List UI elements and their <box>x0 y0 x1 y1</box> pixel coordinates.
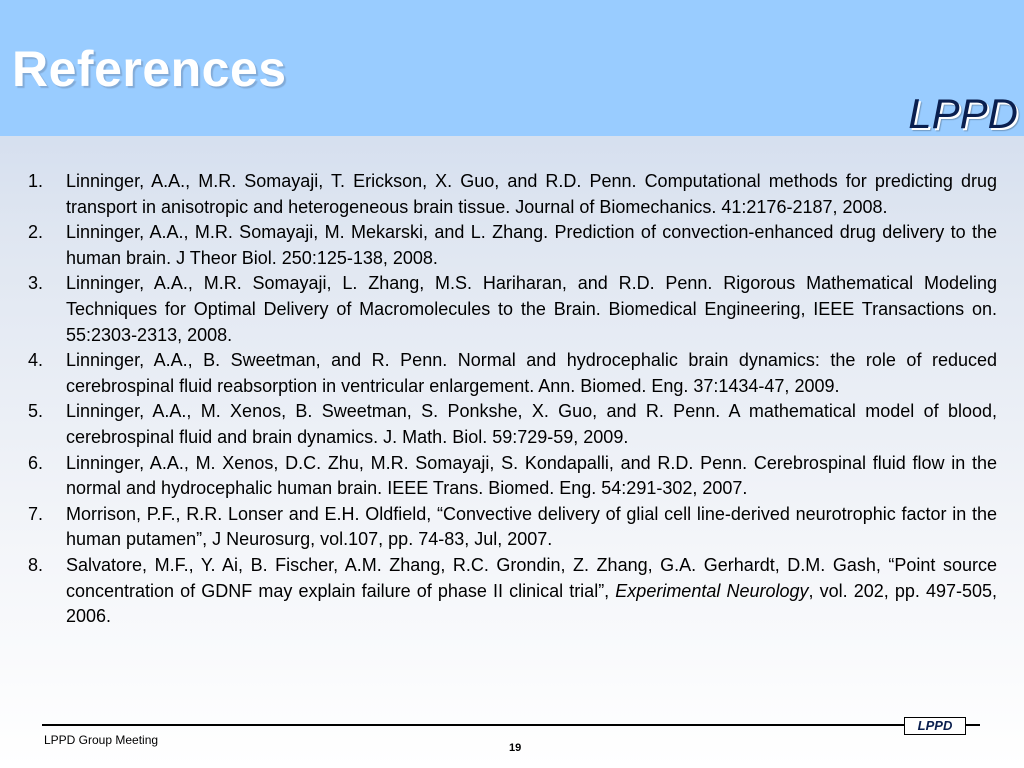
reference-item-5 <box>28 399 997 450</box>
reference-item-8 <box>28 553 997 630</box>
reference-item-2 <box>28 220 997 271</box>
reference-text: Linninger, A.A., M. Xenos, B. Sweetman, S. Ponkshe, X. Guo, and R. Penn. A mathematical model of blood, cerebrospinal fluid and brain dynamics. J. Math. Biol. 59:729-59, 2009. <box>66 401 997 447</box>
reference-item-1 <box>28 169 997 220</box>
reference-item-4 <box>28 348 997 399</box>
reference-text: Morrison, P.F., R.R. Lonser and E.H. Oldfield, “Convective delivery of glial cell line-derived neurotrophic factor in the human putamen”, J Neurosurg, vol.107, pp. 74-83, Jul, 2007. <box>66 503 997 550</box>
reference-number: 3. <box>28 273 44 294</box>
page-number: 19 <box>509 742 522 754</box>
reference-text: Linninger, A.A., M.R. Somayaji, L. Zhang, M.S. Hariharan, and R.D. Penn. Rigorous Mathematical Modeling Techniques for Optimal Delivery of Macromolecules to the Brain. Biomedical Engineering, IEEE Transactions on. 55:2303-2313, 2008. <box>66 273 997 345</box>
reference-text: Linninger, A.A., M.R. Somayaji, M. Mekarski, and L. Zhang. Prediction of convection-enhanced drug delivery to the human brain. J Theor Biol. 250:125-138, 2008. <box>66 222 997 268</box>
reference-item-6 <box>28 451 997 502</box>
reference-text: Salvatore, M.F., Y. Ai, B. Fischer, A.M. Zhang, R.C. Grondin, Z. Zhang, G.A. Gerhardt, D.M. Gash, “Point source concentration of GDNF may explain failure of phase II clinical trial”, <box>66 554 997 601</box>
lppd-logo: LPPD <box>908 90 1018 137</box>
footer-divider <box>42 724 980 726</box>
footer-logo: LPPD <box>904 717 966 735</box>
footer-meeting-label: LPPD Group Meeting <box>44 733 159 747</box>
reference-text: Linninger, A.A., B. Sweetman, and R. Penn. Normal and hydrocephalic brain dynamics: the role of reduced cerebrospinal fluid reabsorption in ventricular enlargement. Ann. Biomed. Eng. 37:1434-47, 2009. <box>66 350 997 396</box>
reference-number: 6. <box>28 452 44 473</box>
reference-list <box>28 169 997 630</box>
reference-details: , vol. 202, pp. 497-505, 2006. <box>66 580 998 627</box>
reference-number: 5. <box>28 401 44 422</box>
reference-item-3 <box>28 271 997 348</box>
header-band <box>0 0 1024 136</box>
reference-text: Linninger, A.A., M.R. Somayaji, T. Erickson, X. Guo, and R.D. Penn. Computational methods for predicting drug transport in anisotropic and heterogeneous brain tissue. Journal of Biomechanics. 41:2176-2187, 2008. <box>66 171 997 217</box>
reference-number: 8. <box>28 554 44 575</box>
reference-number: 4. <box>28 350 44 371</box>
page-title: References <box>12 41 287 97</box>
reference-item-7 <box>28 502 997 553</box>
reference-text: Linninger, A.A., M. Xenos, D.C. Zhu, M.R. Somayaji, S. Kondapalli, and R.D. Penn. Cerebrospinal fluid flow in the normal and hydrocephalic human brain. IEEE Trans. Biomed. Eng. 54:291-302, 2007. <box>66 452 997 499</box>
reference-number: 2. <box>28 222 44 243</box>
reference-number: 1. <box>28 171 44 191</box>
reference-number: 7. <box>28 503 44 524</box>
reference-journal: Experimental Neurology <box>615 580 809 601</box>
